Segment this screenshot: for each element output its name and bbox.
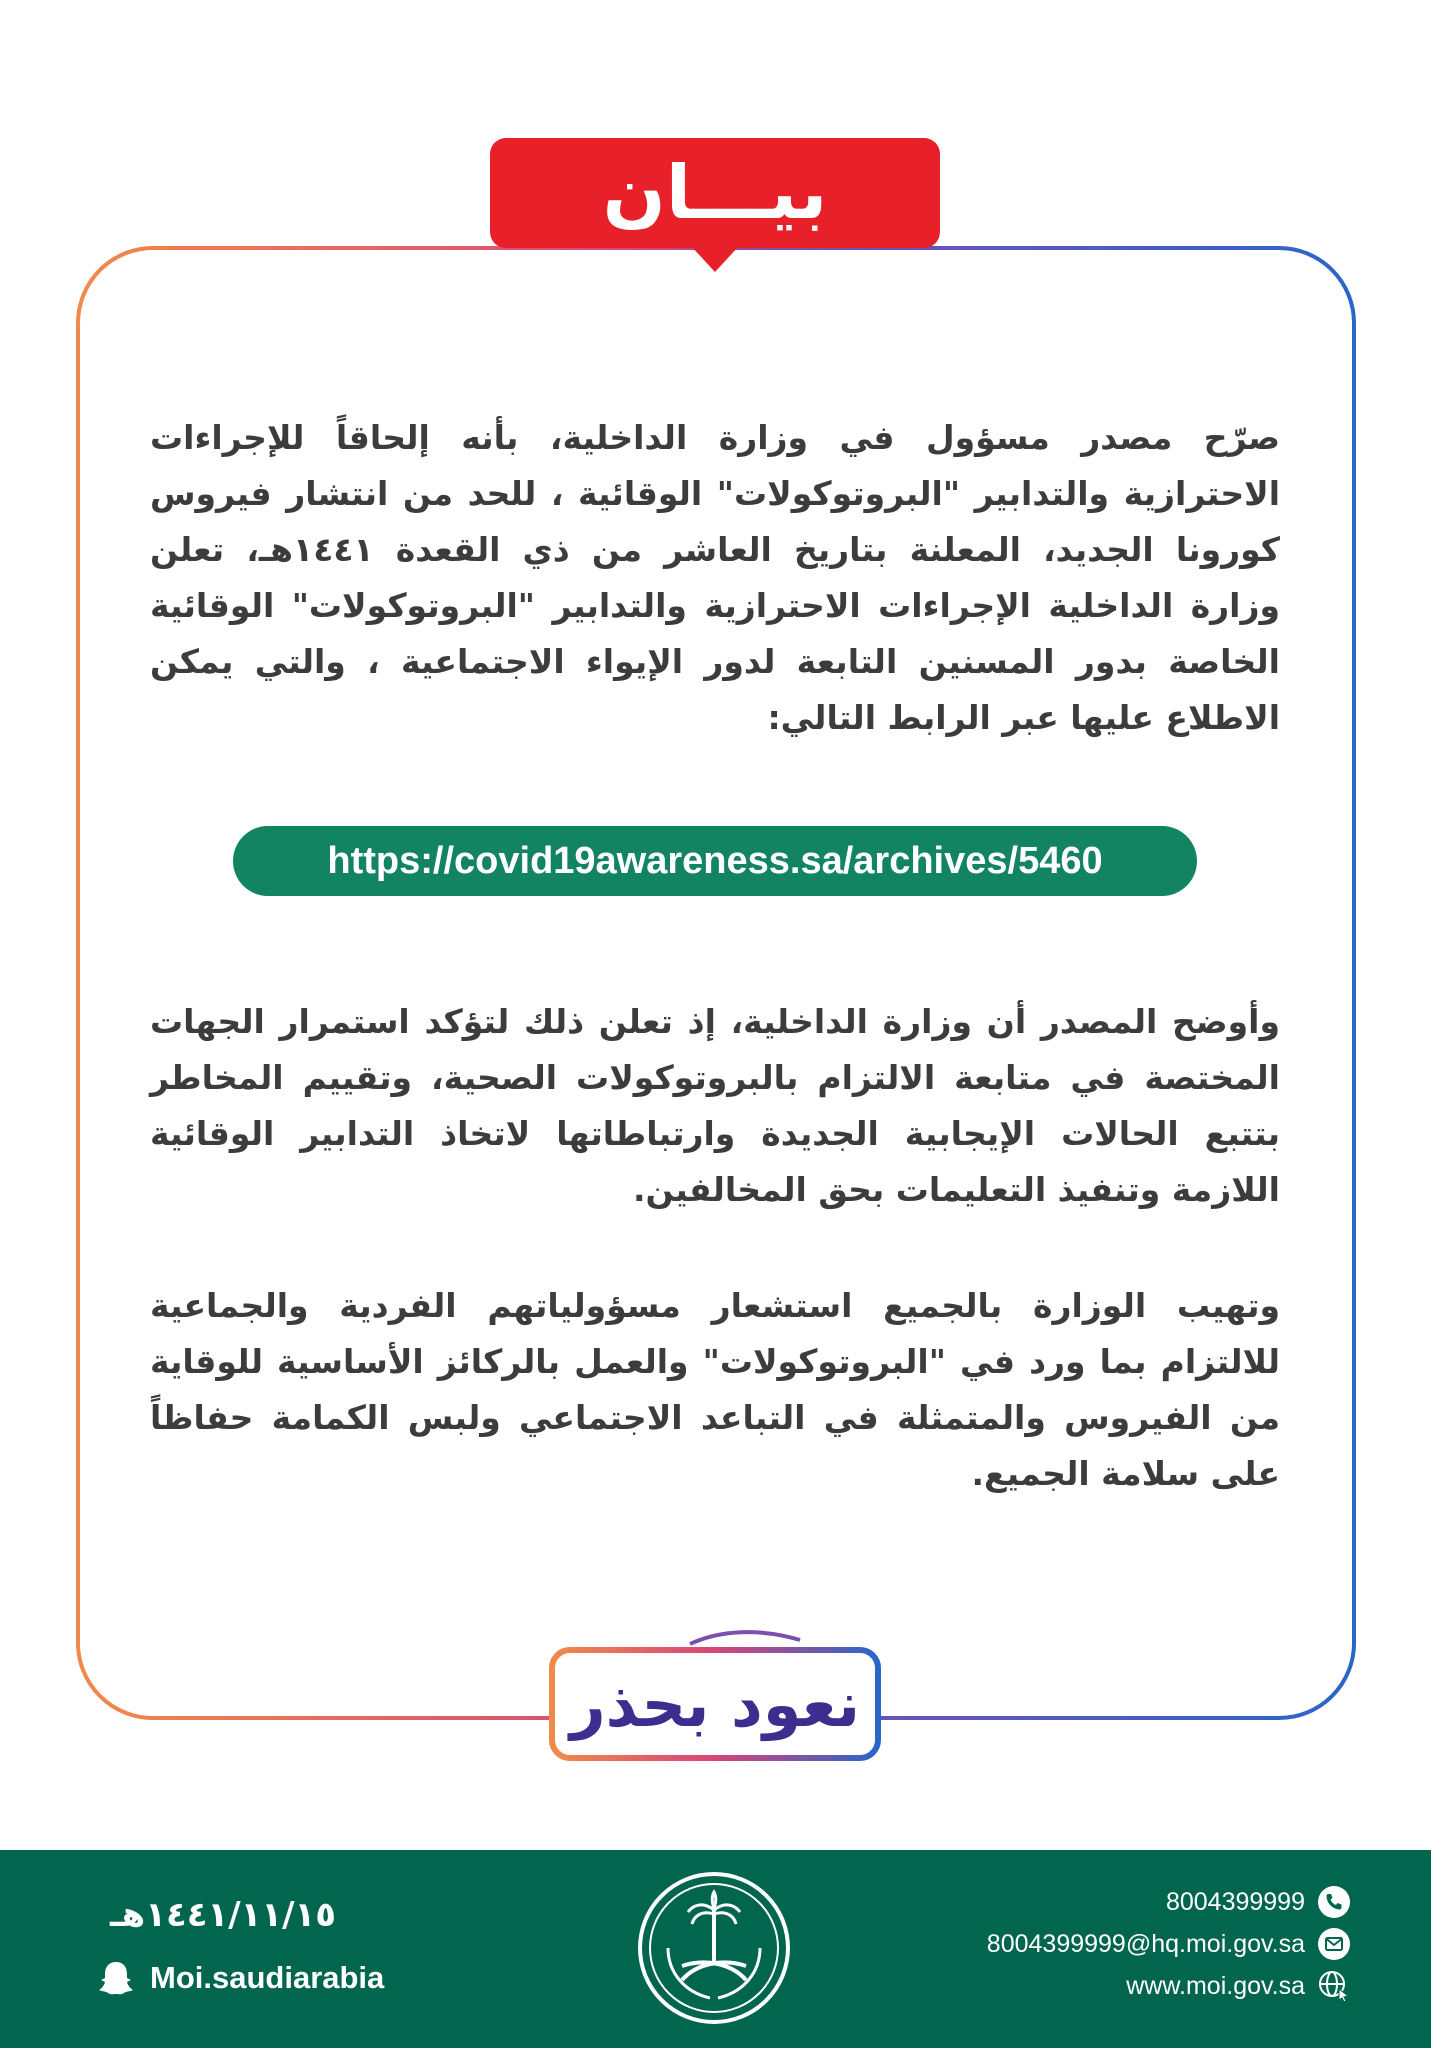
phone-icon (1317, 1885, 1351, 1919)
phone-number: 8004399999 (1165, 1887, 1305, 1916)
globe-icon (1317, 1969, 1351, 2003)
ministry-emblem (634, 1868, 794, 2028)
website-url: www.moi.gov.sa (1126, 1971, 1305, 2000)
statement-paragraph-1: صرّح مصدر مسؤول في وزارة الداخلية، بأنه إلحاقاً للإجراءات الاحترازية والتدابير "البروتوكولات" الوقائية ، للحد من انتشار فيروس كورونا الجديد، المعلنة بتاريخ العاشر من ذي القعدة ١٤٤١هـ، تعلن وزارة الداخلية الإجراءات الاحترازية والتدابير "البروتوكولات" الوقائية الخاصة بدور المسنين التابعة لدور الإيواء الاجتماعية ، والتي يمكن الاطلاع عليها عبر الرابط التالي: (150, 418, 1281, 737)
contact-website[interactable] (931, 1966, 1351, 2006)
announcement-title-badge (490, 138, 940, 248)
contact-email[interactable] (931, 1924, 1351, 1964)
email-icon (1317, 1927, 1351, 1961)
contact-phone[interactable] (931, 1882, 1351, 1922)
statement-paragraph-3: وتهيب الوزارة بالجميع استشعار مسؤولياتهم الفردية والجماعية للالتزام بما ورد في "البروتوكولات" والعمل بالركائز الأساسية للوقاية من الفيروس والمتمثلة في التباعد الاجتماعي ولبس الكمامة حفاظاً على سلامة الجميع. (150, 1286, 1280, 1493)
announcement-title: بيـــان (602, 150, 828, 236)
archive-link[interactable]: https://covid19awareness.sa/archives/5460 (233, 826, 1197, 896)
statement-paragraph-2: وأوضح المصدر أن وزارة الداخلية، إذ تعلن ذلك لتؤكد استمرار الجهات المختصة في متابعة الالتزام بالبروتوكولات الصحية، وتقييم المخاطر بتتبع الحالات الإيجابية الجديدة وارتباطاتها لاتخاذ التدابير الوقائية اللازمة وتنفيذ التعليمات بحق المخالفين. (150, 1002, 1280, 1209)
snapchat-icon (96, 1958, 136, 1998)
campaign-logo-text: نعود بحذر (569, 1667, 861, 1741)
footer-date: ١٤٤١/١١/١٥هـ (110, 1895, 337, 1935)
footer-social[interactable] (96, 1958, 384, 1998)
footer-contacts (931, 1882, 1351, 2008)
email-address: 8004399999@hq.moi.gov.sa (986, 1929, 1305, 1958)
social-handle: Moi.saudiarabia (150, 1960, 385, 1995)
campaign-logo (552, 1650, 878, 1758)
